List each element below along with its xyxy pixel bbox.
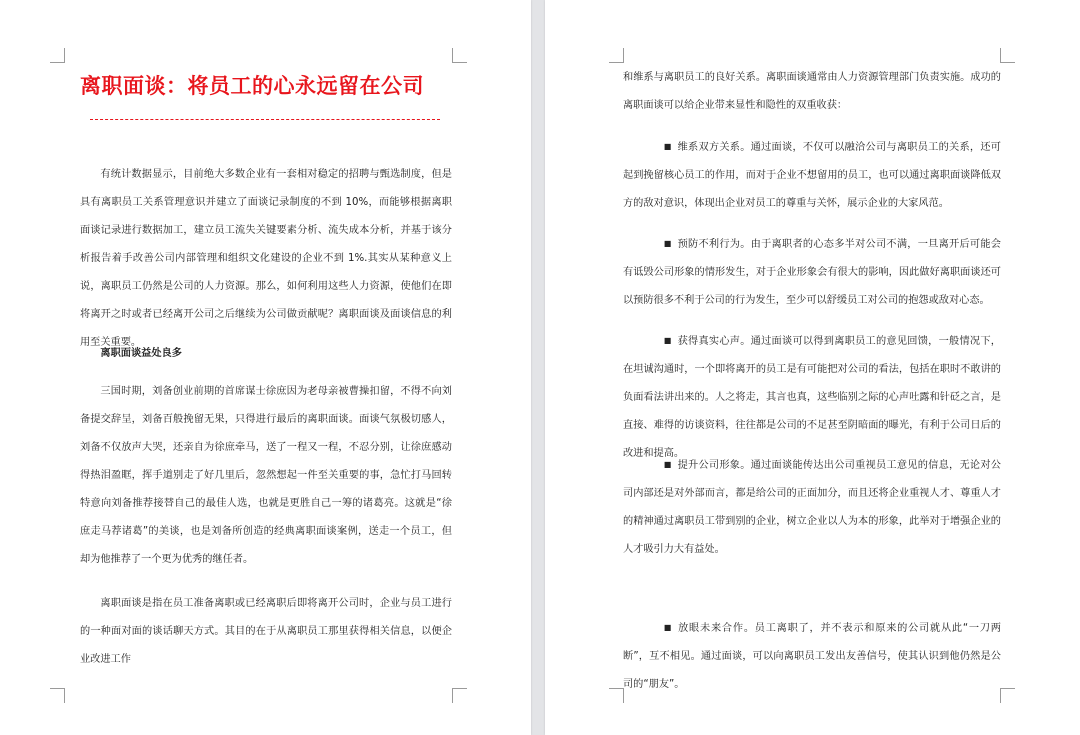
bullet-text: 获得真实心声。通过面谈可以得到离职员工的意见回馈，一般情况下，在坦诚沟通时，一个即将离开的员工是有可能把对公司的看法，包括在职时不敢讲的负面看法讲出来的。人之将走，其言也真，这些临别之际的心声吐露和针砭之言，是直接、难得的访谈资料，往往都是公司的不足甚至阴暗面的曝光，有利于公司日后的改进和提高。 [623, 336, 1001, 459]
bullet-square-icon: ■ [663, 239, 672, 248]
bullet-square-icon: ■ [663, 460, 672, 469]
document-page-left [0, 0, 531, 735]
bullet-text: 放眼未来合作。员工离职了，并不表示和原来的公司就从此“一刀两断”，互不相见。通过面谈，可以向离职员工发出友善信号，使其认识到他仍然是公司的“朋友”。 [623, 623, 1001, 690]
bullet-item [623, 451, 1001, 564]
document-title: 离职面谈：将员工的心永远留在公司 [80, 74, 424, 98]
bullet-item [623, 327, 1001, 468]
bullet-item [623, 133, 1001, 218]
crop-mark [452, 688, 467, 703]
bullet-item [623, 614, 1001, 699]
crop-mark [452, 48, 467, 63]
bullet-square-icon: ■ [663, 623, 672, 632]
crop-mark [50, 688, 65, 703]
section-subheading: 离职面谈益处良多 [100, 348, 182, 359]
crop-mark [609, 688, 624, 703]
bullet-text: 维系双方关系。通过面谈，不仅可以融洽公司与离职员工的关系，还可起到挽留核心员工的作用，而对于企业不想留用的员工，也可以通过离职面谈降低双方的敌对意识，体现出企业对员工的尊重与关怀，展示企业的大家风范。 [623, 142, 1001, 209]
bullet-text: 预防不利行为。由于离职者的心态多半对公司不满，一旦离开后可能会有诋毁公司形象的情形发生，对于企业形象会有很大的影响，因此做好离职面谈还可以预防很多不利于公司的行为发生，至少可以舒缓员工对公司的抱怨或敌对心态。 [623, 239, 1001, 306]
title-divider [90, 119, 440, 120]
bullet-square-icon: ■ [663, 336, 672, 345]
paragraph: 三国时期，刘备创业前期的首席谋士徐庶因为老母亲被曹操扣留，不得不向刘备提交辞呈，刘备百般挽留无果，只得进行最后的离职面谈。面谈气氛极切感人，刘备不仅放声大哭，还亲自为徐庶牵马，送了一程又一程，不忍分别，让徐庶感动得热泪盈眶，挥手道别走了好几里后，忽然想起一件至关重要的事，急忙打马回转特意向刘备推荐接替自己的最佳人选，也就是更胜自己一筹的诸葛亮。这就是“徐庶走马荐诸葛”的美谈，也是刘备所创造的经典离职面谈案例，送走一个员工，但却为他推荐了一个更为优秀的继任者。 [80, 386, 452, 565]
crop-mark [1000, 48, 1015, 63]
bullet-item [623, 230, 1001, 315]
bullet-square-icon: ■ [663, 142, 672, 151]
crop-mark [1000, 688, 1015, 703]
crop-mark [609, 48, 624, 63]
paragraph: 和维系与离职员工的良好关系。离职面谈通常由人力资源管理部门负责实施。成功的离职面谈可以给企业带来显性和隐性的双重收获： [623, 72, 1001, 111]
bullet-text: 提升公司形象。通过面谈能传达出公司重视员工意见的信息，无论对公司内部还是对外部而言，都是给公司的正面加分，而且还将企业重视人才、尊重人才的精神通过离职员工带到别的企业，树立企业以人为本的形象，此举对于增强企业的人才吸引力大有益处。 [623, 460, 1001, 555]
paragraph: 离职面谈是指在员工准备离职或已经离职后即将离开公司时，企业与员工进行的一种面对面的谈话聊天方式。其目的在于从离职员工那里获得相关信息，以便企业改进工作 [80, 598, 452, 665]
crop-mark [50, 48, 65, 63]
paragraph: 有统计数据显示，目前绝大多数企业有一套相对稳定的招聘与甄选制度，但是具有离职员工关系管理意识并建立了面谈记录制度的不到 10%，而能够根据离职面谈记录进行数据加工，建立员工流失关键要素分析、流失成本分析，并基于该分析报告着手改善公司内部管理和组织文化建设的企业不到 1%.其实从某种意义上说，离职员工仍然是公司的人力资源。那么，如何利用这些人力资源，使他们在即将离开之时或者已经离开公司之后继续为公司做贡献呢？离职面谈及面谈信息的利用至关重要。 [80, 169, 452, 348]
